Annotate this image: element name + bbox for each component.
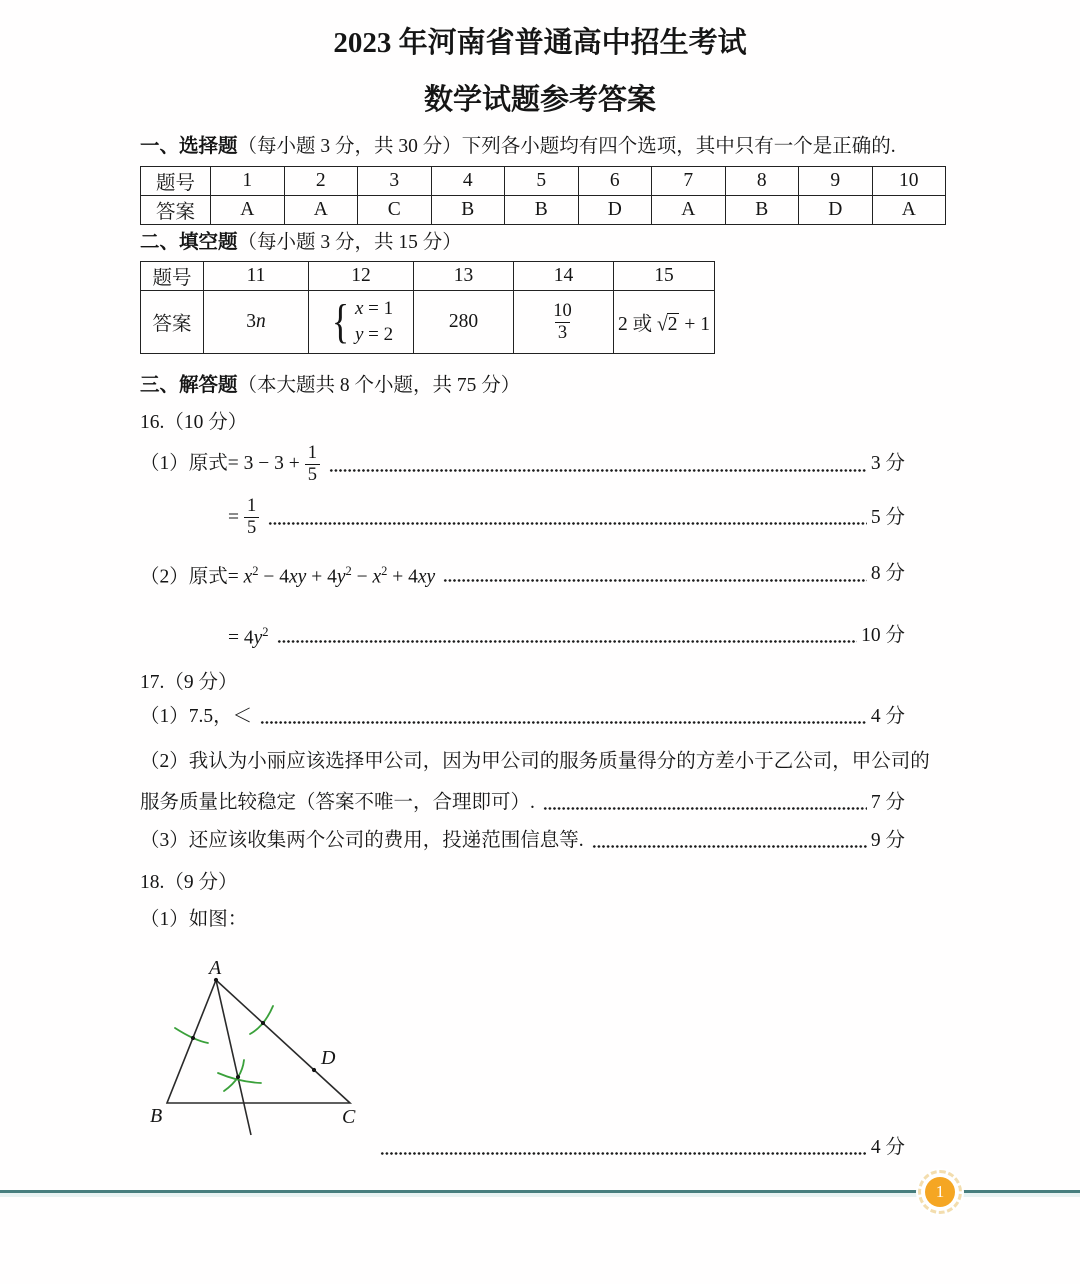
problem-18-sub: （1）如图： <box>140 908 248 930</box>
table-cell: 答案 <box>141 291 204 354</box>
choice-answer-table <box>140 166 946 225</box>
table-cell <box>514 291 614 354</box>
table-cell <box>309 291 414 354</box>
vertex-label-a: A <box>209 956 222 979</box>
dotted-leader <box>380 1151 867 1156</box>
arc-mark-ac-dot <box>261 1021 265 1025</box>
table-cell: 8 <box>725 167 799 196</box>
page-title: 2023 年河南省普通高中招生考试 <box>333 27 747 59</box>
table-cell: 6 <box>578 167 652 196</box>
answer-11: 3n <box>246 311 266 332</box>
table-cell: 4 <box>431 167 505 196</box>
brace-glyph: { <box>331 294 350 348</box>
table-cell: 10 <box>872 167 946 196</box>
answer-text: （3）还应该收集两个公司的费用，投递范围信息等. <box>140 829 584 851</box>
compass-arc-cross-1 <box>224 1060 244 1091</box>
equation: = <box>228 506 239 528</box>
triangle-abc <box>167 980 350 1103</box>
arc-mark-ab-dot <box>191 1036 195 1040</box>
table-cell: C <box>358 196 432 225</box>
page-number-badge <box>916 1168 964 1216</box>
table-cell: 15 <box>614 262 715 291</box>
score-label: 4 分 <box>870 1136 905 1158</box>
table-cell: 3 <box>358 167 432 196</box>
vertex-label-c: C <box>342 1105 356 1128</box>
problem-16-heading: 16.（10 分） <box>140 412 248 433</box>
dotted-leader <box>443 578 867 583</box>
table-cell: A <box>284 196 358 225</box>
equation: （1）原式= 3 − 3 + <box>140 453 300 475</box>
table-cell <box>204 291 309 354</box>
table-cell: 题号 <box>141 167 211 196</box>
table-cell: B <box>725 196 799 225</box>
table-cell: B <box>505 196 579 225</box>
dotted-leader <box>277 639 858 644</box>
answer-text: 服务质量比较稳定（答案不唯一，合理即可）. <box>140 791 535 813</box>
section-solve-label: 三、解答题 <box>140 375 238 396</box>
table-cell: 11 <box>204 262 309 291</box>
solution-line <box>140 704 905 730</box>
section-solve-note: （本大题共 8 个小题，共 75 分） <box>237 375 521 396</box>
arc-intersection-dot <box>236 1075 240 1079</box>
angle-bisector-line <box>216 980 251 1135</box>
score-label: 9 分 <box>870 829 905 851</box>
table-row <box>141 167 946 196</box>
section-blank-label: 二、填空题 <box>140 232 238 253</box>
page-number: 1 <box>925 1177 955 1207</box>
problem-17-heading: 17.（9 分） <box>140 671 238 693</box>
fraction: $\frac{1}{5}$ <box>305 443 320 485</box>
dotted-leader <box>329 468 867 473</box>
blank-answer-table <box>140 261 715 354</box>
dotted-leader <box>592 844 867 849</box>
table-cell: 7 <box>652 167 726 196</box>
table-cell: 1 <box>211 167 285 196</box>
construction-figure <box>140 957 420 1147</box>
problem-18-heading: 18.（9 分） <box>140 871 238 893</box>
table-cell: D <box>799 196 873 225</box>
vertex-label-b: B <box>150 1104 163 1127</box>
system-line-2: y = 2 <box>354 324 394 345</box>
table-row <box>141 262 715 291</box>
score-label: 3 分 <box>870 453 905 475</box>
table-cell: 13 <box>414 262 514 291</box>
sqrt-icon: √ <box>657 313 668 336</box>
score-label: 7 分 <box>870 791 905 813</box>
dotted-leader <box>260 720 867 725</box>
table-row <box>141 291 715 354</box>
solution-line <box>140 443 905 485</box>
table-cell: 2 <box>284 167 358 196</box>
page-content <box>140 0 940 1161</box>
point-label-d: D <box>321 1046 336 1069</box>
system-line-1: x = 1 <box>354 298 394 320</box>
equation: （2）原式= $x^2 - 4xy + 4y^2 - x^2 + 4xy$ <box>140 563 436 588</box>
solution-line <box>140 828 905 854</box>
page-subtitle: 数学试题参考答案 <box>423 84 656 116</box>
solution-line <box>140 790 905 816</box>
table-cell: 5 <box>505 167 579 196</box>
table-cell: 280 <box>414 291 514 354</box>
solution-line <box>140 558 905 591</box>
score-label: 8 分 <box>870 563 905 585</box>
equation: = $4y^2$ <box>228 625 269 649</box>
table-cell: 14 <box>514 262 614 291</box>
table-row <box>141 196 946 225</box>
table-cell: 12 <box>309 262 414 291</box>
fraction: $\frac{1}{5}$ <box>244 496 259 538</box>
answer-text: （1）7.5，＜ <box>140 705 253 727</box>
table-cell: 答案 <box>141 196 211 225</box>
equation-system <box>329 296 393 347</box>
score-label: 5 分 <box>870 506 905 528</box>
score-label: 10 分 <box>861 624 905 646</box>
section-choice-label: 一、选择题 <box>140 136 238 157</box>
fraction: $\frac{10}{3}$ <box>553 300 572 343</box>
section-blank-note: （每小题 3 分，共 15 分） <box>237 232 462 253</box>
dotted-leader <box>268 521 867 526</box>
solution-line <box>140 496 905 538</box>
radicand: 2 <box>667 314 678 335</box>
answer-paragraph: （2）我认为小丽应该选择甲公司，因为甲公司的服务质量得分的方差小于乙公司，甲公司的 <box>140 750 930 772</box>
dotted-leader <box>543 806 867 811</box>
solution-line <box>375 1135 905 1161</box>
table-cell: 题号 <box>141 262 204 291</box>
section-solve-heading <box>140 373 940 399</box>
table-cell: 2 或 √2 + 1 <box>614 291 715 354</box>
table-cell: A <box>872 196 946 225</box>
solution-line <box>140 619 905 652</box>
table-cell: A <box>652 196 726 225</box>
score-label: 4 分 <box>870 705 905 727</box>
section-choice-heading <box>140 134 940 160</box>
point-d-dot <box>312 1068 316 1072</box>
table-cell: A <box>211 196 285 225</box>
table-cell: B <box>431 196 505 225</box>
table-cell: D <box>578 196 652 225</box>
section-choice-note: （每小题 3 分，共 30 分）下列各小题均有四个选项，其中只有一个是正确的. <box>237 136 896 157</box>
table-cell: 9 <box>799 167 873 196</box>
section-blank-heading <box>140 230 940 256</box>
